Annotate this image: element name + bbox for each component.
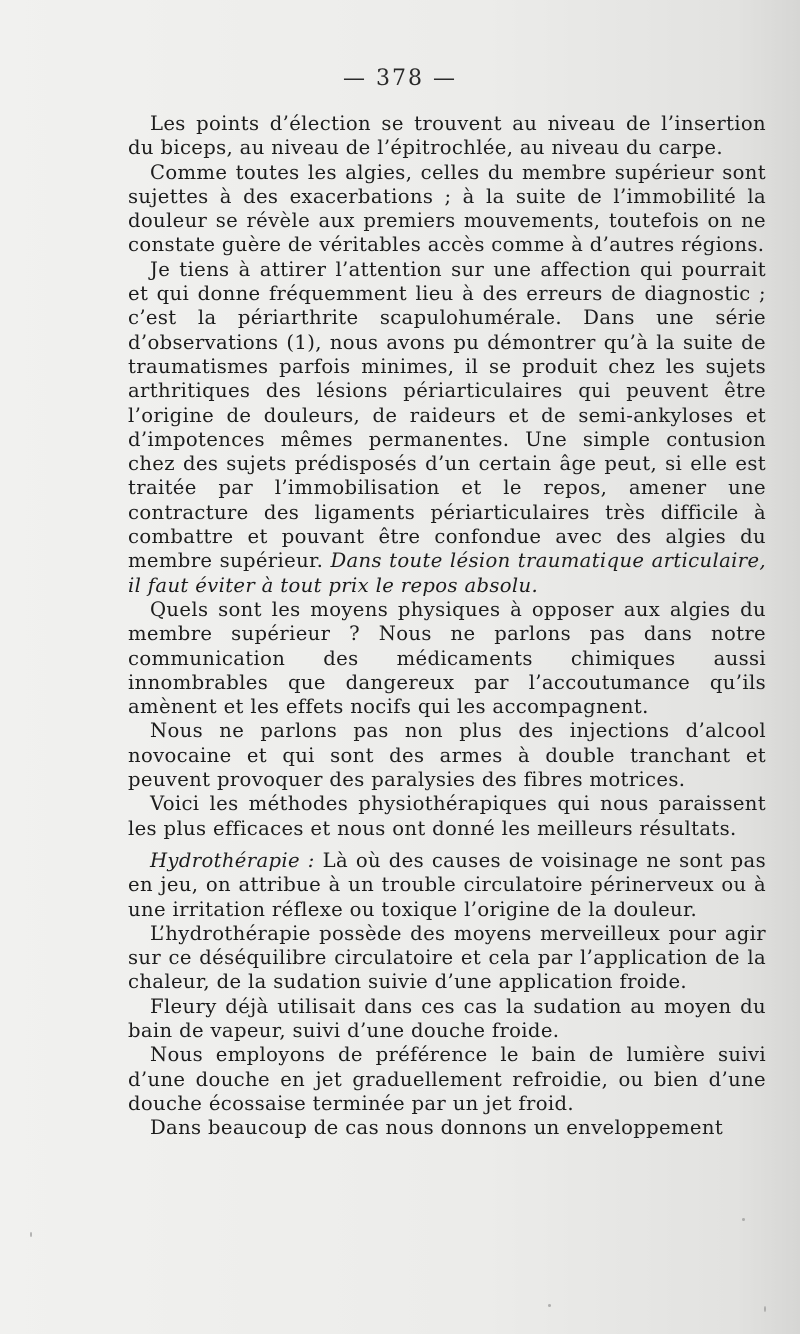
paragraph <box>128 792 766 841</box>
paragraph-text: Là où des causes de voisinage ne sont pas en jeu, on attribue à un trouble circulatoire périnerveux ou à une irritation réflexe ou toxique l’origine de la douleur. <box>128 848 766 921</box>
paragraph <box>128 1116 766 1140</box>
italic-emphasis: Dans toute lésion traumatique articulaire, il faut éviter à tout prix le repos absolu. <box>128 549 766 597</box>
paragraph <box>128 922 766 995</box>
paragraph-text: Nous ne parlons pas non plus des injections d’alcool novocaine et qui sont des armes à double tranchant et peuvent provoquer des paralysies des fibres motrices. <box>128 719 766 792</box>
paragraph-text: Comme toutes les algies, celles du membre supérieur sont sujettes à des exacerbations ; à la suite de l’immobilité la douleur se révèle aux premiers mouvements, toutefois on ne constate guère de véritables accès comme à d’autres régions. <box>128 160 766 257</box>
paragraph-text: Dans beaucoup de cas nous donnons un enveloppement <box>150 1116 724 1140</box>
page-number: — 378 — <box>343 66 457 91</box>
section-heading-italic: Hydrothérapie : <box>150 848 315 872</box>
scan-speck <box>548 1304 551 1307</box>
paragraph <box>128 849 766 922</box>
paragraph <box>128 112 766 161</box>
paragraph-text: Les points d’élection se trouvent au niveau de l’insertion du biceps, au niveau de l’épitrochlée, au niveau du carpe. <box>128 112 766 160</box>
paragraph <box>128 598 766 719</box>
paragraph <box>128 995 766 1044</box>
paragraph-text: Fleury déjà utilisait dans ces cas la sudation au moyen du bain de vapeur, suivi d’une douche froide. <box>128 994 766 1042</box>
scan-speck <box>742 1218 745 1221</box>
scan-speck <box>764 1306 766 1312</box>
paragraph-text: Voici les méthodes physiothérapiques qui nous paraissent les plus efficaces et nous ont donné les meilleurs résultats. <box>128 792 766 840</box>
paragraph-text: Nous employons de préférence le bain de lumière suivi d’une douche en jet graduellement refroidie, ou bien d’une douche écossaise terminée par un jet froid. <box>128 1043 766 1115</box>
paragraph-text: Quels sont les moyens physiques à opposer aux algies du membre supérieur ? Nous ne parlons pas dans notre communication des médicaments chimiques aussi innombrables que dangereux par l’accoutumance qu’ils amènent et les effets nocifs qui les accompagnent. <box>128 597 766 719</box>
scan-speck <box>30 1232 32 1237</box>
body-text <box>128 112 766 1140</box>
paragraph-text: Je tiens à attirer l’attention sur une affection qui pourrait et qui donne fréquemment lieu à des erreurs de diagnostic ; c’est la périarthrite scapulohumérale. Dans une série d’observations (1), nous avons pu démontrer qu’à la suite de traumatismes parfois minimes, il se produit chez les sujets arthritiques des lésions périarticulaires qui peuvent être l’origine de douleurs, de raideurs et de semi-ankyloses et d’impotences mêmes permanentes. Une simple contusion chez des sujets prédisposés d’un certain âge peut, si elle est traitée par l’immobilisation et le repos, amener une contracture des ligaments périarticulaires très difficile à combattre et pouvant être confondue avec des algies du membre supérieur. <box>128 257 766 573</box>
paragraph <box>128 258 766 598</box>
paragraph <box>128 161 766 258</box>
paragraph-text: L’hydrothérapie possède des moyens merveilleux pour agir sur ce déséquilibre circulatoire et cela par l’application de la chaleur, de la sudation suivie d’une application froide. <box>128 921 766 994</box>
paragraph <box>128 1043 766 1116</box>
paragraph <box>128 719 766 792</box>
